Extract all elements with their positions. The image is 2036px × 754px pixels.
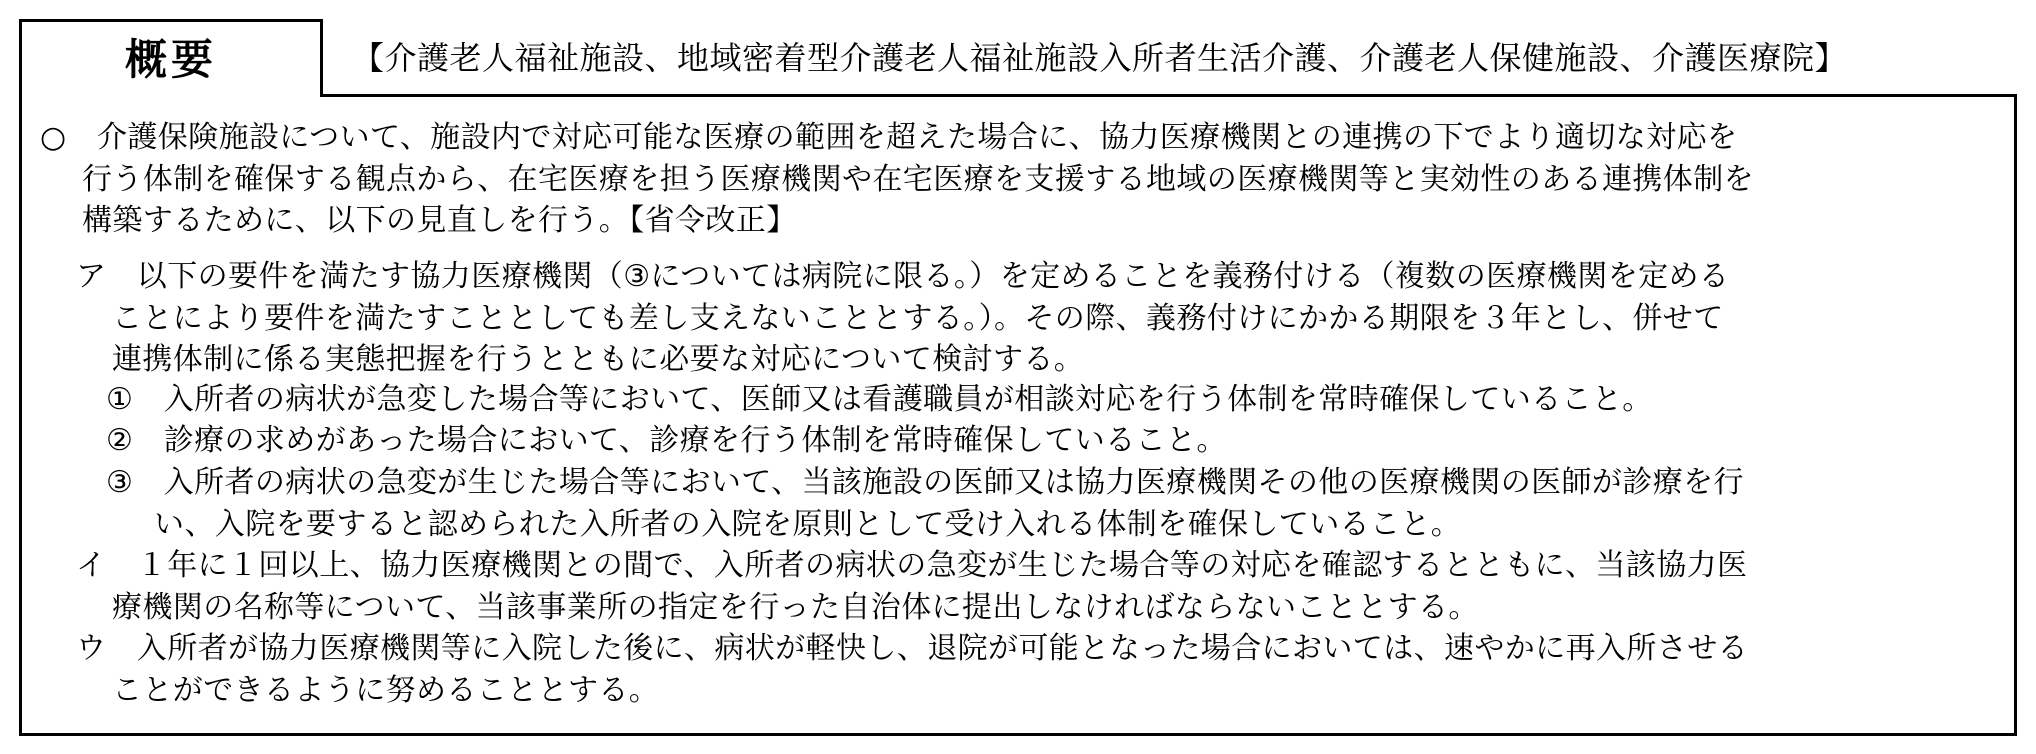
- item-i-line-1: イ １年に１回以上、協力医療機関との間で、入所者の病状の急変が生じた場合等の対応を確認するとともに、当該協力医: [76, 548, 1748, 583]
- main-line-1: ○ 介護保険施設について、施設内で対応可能な医療の範囲を超えた場合に、協力医療機関との連携の下でより適切な対応を: [40, 120, 1738, 155]
- item-u-line-1: ウ 入所者が協力医療機関等に入院した後に、病状が軽快し、退院が可能となった場合においては、速やかに再入所させる: [76, 631, 1748, 666]
- requirement-3-line-1: ③ 入所者の病状の急変が生じた場合等において、当該施設の医師又は協力医療機関その他の医療機関の医師が診療を行: [106, 465, 1744, 500]
- main-paragraph: [40, 117, 1754, 242]
- item-a-line-2: ことにより要件を満たすこととしても差し支えないこととする。）。その際、義務付けにかかる期限を３年とし、併せて: [112, 300, 1724, 336]
- item-u-line-2: ことができるように努めることとする。: [112, 672, 660, 708]
- item-a-requirement-1: [106, 379, 1653, 421]
- requirement-1-text: ① 入所者の病状が急変した場合等において、医師又は看護職員が相談対応を行う体制を常時確保していること。: [106, 382, 1653, 417]
- facility-types: 【介護老人福祉施設、地域密着型介護老人福祉施設入所者生活介護、介護老人保健施設、介護医療院】: [352, 39, 1848, 77]
- item-a-line-1: ア 以下の要件を満たす協力医療機関（③については病院に限る。）を定めることを義務付ける（複数の医療機関を定める: [76, 259, 1730, 294]
- item-i: [76, 545, 1747, 628]
- item-a-requirement-3: [106, 462, 1744, 545]
- main-line-3: 構築するために、以下の見直しを行う。【省令改正】: [82, 203, 797, 238]
- requirement-3-line-2: い、入院を要すると認められた入所者の入院を原則として受け入れる体制を確保していること。: [154, 506, 1462, 542]
- main-line-2: 行う体制を確保する観点から、在宅医療を担う医療機関や在宅医療を支援する地域の医療機関等と実効性のある連携体制を: [82, 161, 1754, 197]
- requirement-2-text: ② 診療の求めがあった場合において、診療を行う体制を常時確保していること。: [106, 423, 1227, 458]
- item-u: [76, 628, 1748, 711]
- title-box: [19, 19, 323, 97]
- item-i-line-2: 療機関の名称等について、当該事業所の指定を行った自治体に提出しなければならないこととする。: [112, 589, 1479, 625]
- page-title: 概要: [124, 34, 217, 84]
- item-a-line-3: 連携体制に係る実態把握を行うとともに必要な対応について検討する。: [112, 342, 1085, 377]
- item-a: [76, 256, 1729, 381]
- item-a-requirement-2: [106, 420, 1227, 462]
- content-box: [19, 94, 2017, 736]
